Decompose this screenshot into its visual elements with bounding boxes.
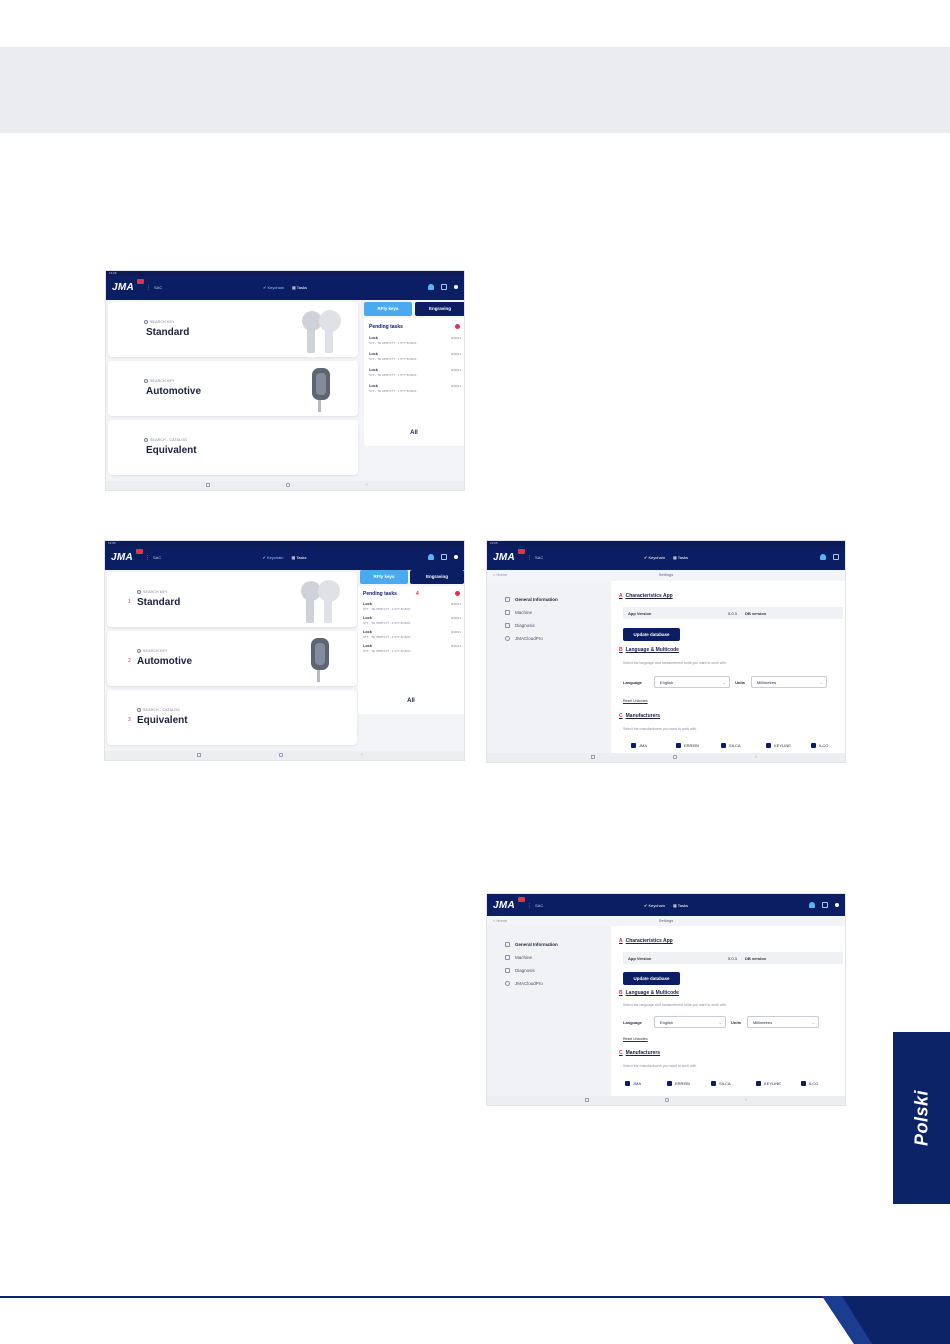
machine-icon bbox=[505, 610, 510, 615]
card-search-text: SEARCH KEY bbox=[143, 649, 168, 653]
jma-logo: JMA bbox=[493, 900, 516, 911]
section-characteristics bbox=[619, 593, 673, 599]
settings-screenshot bbox=[486, 540, 846, 763]
cloud-icon[interactable] bbox=[809, 902, 815, 908]
units-value: Millimetres bbox=[753, 1020, 773, 1025]
nav-keychain-label: Keychain bbox=[648, 903, 665, 908]
sidebar-item-label: JMACloudPro bbox=[515, 636, 543, 641]
callout-number: 1 bbox=[128, 599, 131, 605]
section-title: Characteristics App bbox=[625, 593, 673, 599]
units-label: Units bbox=[735, 680, 745, 685]
task-name: Lock bbox=[369, 384, 378, 388]
checkbox-icon bbox=[721, 743, 726, 748]
callout-number: 2 bbox=[128, 658, 131, 664]
back-icon[interactable]: ‹ bbox=[745, 1097, 747, 1103]
main-nav bbox=[263, 555, 307, 560]
task-name: Lock bbox=[363, 644, 372, 648]
jma-logo: JMA bbox=[493, 552, 516, 563]
manufacturer-label: JMA bbox=[639, 743, 647, 748]
task-date: 8/18/21 bbox=[450, 336, 461, 340]
sidebar-item-label: Diagnosis bbox=[515, 968, 535, 973]
language-tab-label: Polski bbox=[911, 1089, 931, 1147]
checkbox-icon bbox=[811, 743, 816, 748]
section-letter: A bbox=[619, 938, 623, 944]
search-icon bbox=[137, 649, 141, 653]
key-icon bbox=[289, 577, 349, 625]
back-icon[interactable]: ‹ bbox=[366, 482, 368, 488]
home-icon[interactable] bbox=[673, 755, 677, 759]
sidebar-item-cloud[interactable] bbox=[505, 636, 543, 641]
machine-icon[interactable] bbox=[833, 554, 839, 560]
recent-apps-icon[interactable] bbox=[206, 483, 210, 487]
language-label: Language bbox=[623, 1020, 642, 1025]
chevron-down-icon: ⌄ bbox=[811, 1020, 815, 1025]
section-language bbox=[619, 990, 679, 996]
sidebar-item-machine[interactable] bbox=[505, 955, 532, 960]
sac-text: SAC bbox=[153, 555, 162, 560]
card-search-text: SEARCH KEY bbox=[150, 320, 175, 324]
machine-icon[interactable] bbox=[441, 554, 447, 560]
logo-mark-icon bbox=[518, 549, 525, 554]
machine-icon[interactable] bbox=[441, 284, 447, 290]
add-task-icon[interactable] bbox=[455, 591, 460, 596]
cloud-icon[interactable] bbox=[428, 554, 434, 560]
task-meta: STT · TE 7888 STT · 3 STT 8/18/21 bbox=[363, 621, 411, 625]
nav-keychain[interactable]: ✔ Keychain bbox=[644, 903, 665, 908]
task-date: 8/18/21 bbox=[450, 616, 461, 620]
language-value: English bbox=[660, 1020, 674, 1025]
nav-tasks-label: Tasks bbox=[296, 285, 307, 290]
machine-icon bbox=[505, 955, 510, 960]
settings-title: Settings bbox=[658, 918, 674, 923]
task-meta: STT · TE 7888 STT · 3 STT 8/18/21 bbox=[369, 389, 417, 393]
manufacturer-label: JMA bbox=[633, 1081, 641, 1086]
task-date: 8/18/21 bbox=[450, 384, 461, 388]
task-date: 8/18/21 bbox=[450, 368, 461, 372]
manufacturer-label: ERREBI bbox=[684, 743, 699, 748]
task-meta: STT · TE 7888 STT · 3 STT 8/18/21 bbox=[369, 357, 417, 361]
task-meta: STT · TE 7888 STT · 3 STT 8/18/21 bbox=[363, 635, 411, 639]
android-nav-bar bbox=[105, 751, 464, 760]
home-annotated-screenshot bbox=[104, 540, 465, 761]
task-row[interactable] bbox=[363, 602, 461, 612]
callout-number: 4 bbox=[416, 591, 419, 597]
section-title: Manufacturers bbox=[625, 713, 661, 719]
checkbox-icon bbox=[676, 743, 681, 748]
task-meta: STT · TE 7888 STT · 3 STT 8/18/21 bbox=[369, 373, 417, 377]
sidebar-item-label: Machine bbox=[515, 610, 533, 615]
back-icon[interactable]: ‹ bbox=[361, 752, 363, 758]
settings-sidebar bbox=[487, 926, 611, 1096]
home-screenshot bbox=[105, 270, 465, 491]
section-title: Characteristics App bbox=[625, 938, 673, 944]
sidebar-item-general[interactable] bbox=[505, 597, 558, 602]
nav-keychain[interactable]: ✔ Keychain bbox=[262, 555, 284, 560]
section-language bbox=[619, 647, 679, 653]
checkbox-icon bbox=[801, 1081, 806, 1086]
sidebar-item-label: JMACloudPro bbox=[515, 981, 543, 986]
recent-apps-icon[interactable] bbox=[591, 755, 595, 759]
card-standard[interactable] bbox=[107, 572, 357, 627]
app-bar bbox=[487, 894, 845, 916]
sac-dots: ⋮ bbox=[527, 555, 532, 561]
app-version-row bbox=[623, 952, 843, 964]
callout-number: 3 bbox=[128, 717, 131, 723]
app-version-label: App Version bbox=[628, 611, 652, 616]
sidebar-item-label: Diagnosis bbox=[515, 623, 535, 628]
diagnosis-icon bbox=[505, 968, 510, 973]
pending-tasks-panel bbox=[364, 318, 464, 446]
section-letter: C bbox=[619, 713, 623, 719]
nav-keychain-label: Keychain bbox=[267, 285, 284, 290]
rfly-keys-button[interactable]: RFly keys bbox=[360, 570, 408, 584]
car-key-icon bbox=[290, 366, 350, 414]
search-icon bbox=[144, 438, 148, 442]
card-title: Automotive bbox=[137, 656, 192, 667]
settings-title: Settings bbox=[658, 572, 674, 577]
update-database-button[interactable]: Update database bbox=[623, 628, 680, 641]
manufacturer-checkbox[interactable] bbox=[766, 743, 791, 748]
section-characteristics bbox=[619, 938, 673, 944]
search-icon bbox=[137, 590, 141, 594]
header-band bbox=[0, 47, 950, 133]
cloud-icon bbox=[505, 636, 510, 641]
card-title: Equivalent bbox=[146, 445, 197, 456]
key-icon bbox=[290, 307, 350, 355]
task-row[interactable] bbox=[369, 352, 461, 362]
sidebar-item-label: General Information bbox=[515, 942, 558, 947]
language-label: Language bbox=[623, 680, 642, 685]
search-icon bbox=[144, 320, 148, 324]
section-manufacturers bbox=[619, 713, 660, 719]
task-date: 8/18/21 bbox=[450, 630, 461, 634]
card-title: Automotive bbox=[146, 386, 201, 397]
section-letter: C bbox=[619, 1050, 623, 1056]
card-search-text: SEARCH - CATALOG bbox=[143, 708, 181, 712]
nav-tasks-label: Tasks bbox=[677, 555, 688, 560]
section-letter: A bbox=[619, 593, 623, 599]
units-select[interactable] bbox=[747, 1016, 819, 1028]
info-icon bbox=[505, 942, 510, 947]
section-title: Manufacturers bbox=[625, 1050, 661, 1056]
appbar-icons bbox=[428, 284, 458, 290]
android-nav-bar bbox=[487, 1096, 845, 1105]
db-version-label: DB version bbox=[745, 956, 767, 961]
card-equivalent[interactable] bbox=[107, 690, 357, 745]
manufacturer-checkbox[interactable] bbox=[631, 743, 647, 748]
back-icon[interactable]: ‹ bbox=[755, 754, 757, 760]
cloud-icon bbox=[505, 981, 510, 986]
checkbox-icon bbox=[756, 1081, 761, 1086]
sac-label[interactable] bbox=[527, 903, 543, 909]
info-icon bbox=[505, 597, 510, 602]
checkbox-icon bbox=[766, 743, 771, 748]
task-name: Lock bbox=[363, 602, 372, 606]
task-name: Lock bbox=[369, 368, 378, 372]
manufacturer-checkbox[interactable] bbox=[711, 1081, 731, 1086]
sac-dots: ⋮ bbox=[146, 285, 151, 291]
app-version-value: 5.0.3 bbox=[728, 956, 737, 961]
card-search-label bbox=[144, 379, 175, 383]
manufacturer-checkbox[interactable] bbox=[801, 1081, 818, 1086]
language-select[interactable] bbox=[654, 676, 730, 688]
home-icon[interactable] bbox=[665, 1098, 669, 1102]
units-value: Millimetres bbox=[757, 680, 777, 685]
sac-label[interactable] bbox=[146, 285, 162, 291]
sidebar-item-diagnosis[interactable] bbox=[505, 968, 535, 973]
section-title: Language & Multicode bbox=[625, 647, 679, 653]
checkbox-icon bbox=[631, 743, 636, 748]
manufacturer-checkbox[interactable] bbox=[721, 743, 741, 748]
nav-tasks[interactable]: ▦ Tasks bbox=[291, 285, 307, 290]
task-meta: STT · TE 7888 STT · 3 STT 8/18/21 bbox=[363, 649, 411, 653]
task-row[interactable] bbox=[369, 336, 461, 346]
task-row[interactable] bbox=[369, 384, 461, 394]
footer-corner-decoration bbox=[822, 1296, 950, 1344]
sac-text: SAC bbox=[154, 285, 163, 290]
units-select[interactable] bbox=[751, 676, 827, 688]
pending-tasks-panel bbox=[358, 586, 464, 714]
manufacturer-label: ILCO bbox=[819, 743, 829, 748]
search-icon bbox=[137, 708, 141, 712]
update-database-button[interactable]: Update database bbox=[623, 972, 680, 985]
jma-logo: JMA bbox=[111, 552, 134, 563]
chevron-down-icon: ⌄ bbox=[819, 680, 823, 685]
add-task-icon[interactable] bbox=[455, 324, 460, 329]
gear-icon[interactable] bbox=[835, 903, 839, 907]
task-name: Lock bbox=[369, 352, 378, 356]
jma-logo: JMA bbox=[112, 282, 135, 293]
nav-tasks[interactable]: ▦ Tasks bbox=[291, 555, 307, 560]
engraving-button[interactable]: Engraving bbox=[415, 302, 465, 316]
main-nav bbox=[644, 555, 688, 560]
android-nav-bar bbox=[487, 753, 845, 762]
home-icon[interactable] bbox=[286, 483, 290, 487]
db-version-label: DB version bbox=[745, 611, 767, 616]
chevron-down-icon: ⌄ bbox=[722, 680, 726, 685]
section-letter: B bbox=[619, 990, 623, 996]
manufacturer-checkbox[interactable] bbox=[625, 1081, 641, 1086]
sidebar-item-label: General Information bbox=[515, 597, 558, 602]
settings-main bbox=[611, 581, 845, 753]
status-time: 13:05 bbox=[490, 541, 498, 545]
logo-mark-icon bbox=[518, 897, 525, 902]
task-meta: STT · TE 7888 STT · 3 STT 8/18/21 bbox=[369, 341, 417, 345]
gear-icon[interactable] bbox=[454, 555, 458, 559]
diagnosis-icon bbox=[505, 623, 510, 628]
car-key-icon bbox=[289, 636, 349, 684]
search-icon bbox=[144, 379, 148, 383]
language-value: English bbox=[660, 680, 674, 685]
reset-unicodes-link[interactable]: Reset Unicodes bbox=[623, 699, 648, 703]
sac-dots: ⋮ bbox=[527, 903, 532, 909]
section-subtitle: Select the manufacturers you want to work with bbox=[623, 727, 697, 731]
card-standard[interactable] bbox=[108, 302, 358, 357]
settings-header bbox=[487, 916, 845, 925]
manufacturer-checkbox[interactable] bbox=[811, 743, 828, 748]
manufacturer-label: ILCO bbox=[809, 1081, 819, 1086]
card-title: Equivalent bbox=[137, 715, 188, 726]
all-tasks-link[interactable]: All bbox=[407, 698, 415, 704]
back-link[interactable]: < Home bbox=[493, 918, 508, 923]
settings-screenshot-2 bbox=[486, 893, 846, 1106]
pending-tasks-title: Pending tasks bbox=[363, 591, 397, 597]
card-search-label bbox=[144, 320, 175, 324]
gear-icon[interactable] bbox=[454, 285, 458, 289]
appbar-icons bbox=[809, 902, 839, 908]
footer-rule bbox=[0, 1296, 950, 1298]
rfly-keys-button[interactable]: RFly keys bbox=[364, 302, 412, 316]
chevron-down-icon: ⌄ bbox=[718, 1020, 722, 1025]
nav-tasks-label: Tasks bbox=[296, 555, 307, 560]
sidebar-item-diagnosis[interactable] bbox=[505, 623, 535, 628]
manufacturer-checkbox[interactable] bbox=[676, 743, 699, 748]
nav-tasks[interactable]: ▦ Tasks bbox=[672, 903, 688, 908]
task-date: 8/18/21 bbox=[450, 602, 461, 606]
card-search-label bbox=[137, 708, 180, 712]
checkbox-icon bbox=[711, 1081, 716, 1086]
language-side-tab bbox=[893, 1032, 950, 1204]
section-letter: B bbox=[619, 647, 623, 653]
task-name: Lock bbox=[363, 630, 372, 634]
card-search-text: SEARCH - CATALOG bbox=[150, 438, 188, 442]
card-search-text: SEARCH KEY bbox=[150, 379, 175, 383]
nav-keychain[interactable]: ✔ Keychain bbox=[644, 555, 665, 560]
settings-header bbox=[487, 570, 845, 579]
task-date: 8/18/21 bbox=[450, 352, 461, 356]
logo-mark-icon bbox=[136, 549, 143, 554]
nav-keychain-label: Keychain bbox=[648, 555, 665, 560]
task-row[interactable] bbox=[363, 644, 461, 654]
sac-label[interactable] bbox=[145, 555, 161, 561]
sac-label[interactable] bbox=[527, 555, 543, 561]
appbar-icons bbox=[820, 554, 839, 560]
sidebar-item-cloud[interactable] bbox=[505, 981, 543, 986]
app-version-row bbox=[623, 607, 843, 619]
engraving-button[interactable]: Engraving bbox=[410, 570, 464, 584]
sidebar-item-machine[interactable] bbox=[505, 610, 532, 615]
task-name: Lock bbox=[369, 336, 378, 340]
card-equivalent[interactable] bbox=[108, 420, 358, 475]
task-date: 8/18/21 bbox=[450, 644, 461, 648]
cloud-icon[interactable] bbox=[820, 554, 826, 560]
task-row[interactable] bbox=[363, 616, 461, 626]
card-title: Standard bbox=[146, 327, 190, 338]
cloud-icon[interactable] bbox=[428, 284, 434, 290]
sac-text: SAC bbox=[535, 555, 544, 560]
appbar-icons bbox=[428, 554, 458, 560]
manufacturer-label: KEYLINE bbox=[774, 743, 791, 748]
checkbox-icon bbox=[667, 1081, 672, 1086]
home-icon[interactable] bbox=[279, 753, 283, 757]
card-search-label bbox=[144, 438, 187, 442]
card-search-text: SEARCH KEY bbox=[143, 590, 168, 594]
settings-sidebar bbox=[487, 581, 611, 753]
app-version-value: 5.0.3 bbox=[728, 611, 737, 616]
sac-text: SAC bbox=[535, 903, 544, 908]
card-search-label bbox=[137, 590, 168, 594]
app-bar bbox=[106, 276, 464, 300]
task-row[interactable] bbox=[369, 368, 461, 378]
recent-apps-icon[interactable] bbox=[585, 1098, 589, 1102]
android-nav-bar bbox=[106, 481, 464, 490]
nav-keychain-label: Keychain bbox=[266, 555, 284, 560]
recent-apps-icon[interactable] bbox=[197, 753, 201, 757]
card-automotive[interactable] bbox=[108, 361, 358, 416]
nav-keychain[interactable]: ✔ Keychain bbox=[263, 285, 284, 290]
pending-tasks-title: Pending tasks bbox=[369, 324, 403, 330]
checkbox-icon bbox=[625, 1081, 630, 1086]
reset-unicodes-link[interactable]: Reset Unicodes bbox=[623, 1037, 648, 1041]
machine-icon[interactable] bbox=[822, 902, 828, 908]
section-subtitle: Select the language and measurement units you want to work with bbox=[623, 661, 726, 665]
app-version-label: App Version bbox=[628, 956, 652, 961]
main-nav bbox=[644, 903, 688, 908]
card-search-label bbox=[137, 649, 168, 653]
manufacturer-checkbox[interactable] bbox=[756, 1081, 781, 1086]
section-subtitle: Select the manufacturers you want to work with bbox=[623, 1064, 697, 1068]
manufacturer-label: SILCA bbox=[729, 743, 741, 748]
card-automotive[interactable] bbox=[107, 631, 357, 686]
app-bar bbox=[487, 546, 845, 570]
section-manufacturers bbox=[619, 1050, 660, 1056]
nav-tasks-label: Tasks bbox=[677, 903, 688, 908]
back-link[interactable]: < Home bbox=[493, 572, 508, 577]
nav-tasks[interactable]: ▦ Tasks bbox=[672, 555, 688, 560]
sac-dots: ⋮ bbox=[145, 555, 150, 561]
sidebar-item-general[interactable] bbox=[505, 942, 558, 947]
units-label: Units bbox=[731, 1020, 741, 1025]
section-subtitle: Select the language and measurement units you want to work with bbox=[623, 1003, 726, 1007]
sidebar-item-label: Machine bbox=[515, 955, 533, 960]
task-meta: STT · TE 7888 STT · 3 STT 8/18/21 bbox=[363, 607, 411, 611]
card-title: Standard bbox=[137, 597, 181, 608]
language-select[interactable] bbox=[654, 1016, 726, 1028]
logo-mark-icon bbox=[137, 279, 144, 284]
manufacturer-label: KEYLINE bbox=[764, 1081, 781, 1086]
app-bar bbox=[105, 546, 464, 570]
manufacturer-checkbox[interactable] bbox=[667, 1081, 690, 1086]
main-nav bbox=[263, 285, 307, 290]
task-row[interactable] bbox=[363, 630, 461, 640]
task-name: Lock bbox=[363, 616, 372, 620]
all-tasks-link[interactable]: All bbox=[410, 430, 418, 436]
manufacturer-label: SILCA bbox=[719, 1081, 731, 1086]
settings-main bbox=[611, 926, 845, 1096]
status-time: 13:05 bbox=[109, 271, 117, 275]
status-time: 13:05 bbox=[108, 541, 116, 545]
manufacturer-label: ERREBI bbox=[675, 1081, 690, 1086]
section-title: Language & Multicode bbox=[625, 990, 679, 996]
